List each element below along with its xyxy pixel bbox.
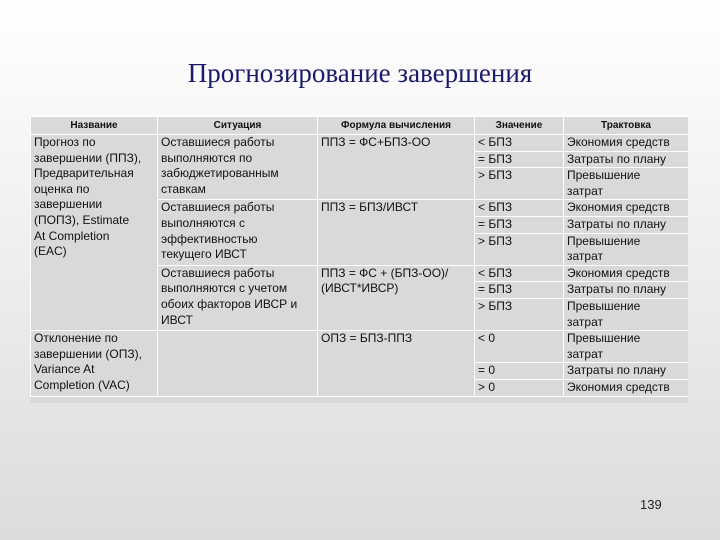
cell-formula: ОПЗ = БПЗ-ППЗ [318, 331, 475, 396]
header-situation: Ситуация [158, 117, 318, 135]
forecast-table [30, 116, 688, 397]
header-interpretation: Трактовка [564, 117, 689, 135]
cell-interpretation: Затраты по плану [564, 282, 689, 299]
cell-situation [158, 331, 318, 396]
cell-interpretation: Экономия средств [564, 200, 689, 217]
cell-interpretation: Превышение затрат [564, 168, 689, 200]
cell-formula: ППЗ = ФС + (БПЗ-ОО)/ (ИВСТ*ИВСР) [318, 265, 475, 330]
header-name: Название [31, 117, 158, 135]
header-value: Значение [475, 117, 564, 135]
table-header-row [31, 117, 689, 135]
slide-title: Прогнозирование завершения [187, 58, 533, 88]
forecast-table-image [30, 116, 688, 403]
page-number: 139 [640, 497, 662, 512]
cell-value: > БПЗ [475, 298, 564, 330]
cell-value: = 0 [475, 363, 564, 380]
cell-situation: Оставшиеся работы выполняются с эффективностью текущего ИВСТ [158, 200, 318, 265]
cell-interpretation: Превышение затрат [564, 233, 689, 265]
cell-interpretation: Экономия средств [564, 135, 689, 152]
cell-value: < 0 [475, 331, 564, 363]
cell-value: < БПЗ [475, 265, 564, 282]
cell-interpretation: Экономия средств [564, 265, 689, 282]
cell-formula: ППЗ = БПЗ/ИВСТ [318, 200, 475, 265]
cell-formula: ППЗ = ФС+БПЗ-ОО [318, 135, 475, 200]
table-row [31, 331, 689, 363]
cell-value: = БПЗ [475, 151, 564, 168]
cell-interpretation: Превышение затрат [564, 331, 689, 363]
cell-value: < БПЗ [475, 135, 564, 152]
cell-interpretation: Затраты по плану [564, 216, 689, 233]
cell-value: > 0 [475, 379, 564, 396]
cell-value: > БПЗ [475, 233, 564, 265]
cell-interpretation: Превышение затрат [564, 298, 689, 330]
cell-name: Отклонение по завершении (ОПЗ), Variance At Completion (VAC) [31, 331, 158, 396]
cell-interpretation: Затраты по плану [564, 363, 689, 380]
header-formula: Формула вычисления [318, 117, 475, 135]
cell-interpretation: Экономия средств [564, 379, 689, 396]
cell-value: < БПЗ [475, 200, 564, 217]
cell-value: = БПЗ [475, 216, 564, 233]
table-row [31, 135, 689, 152]
cell-value: = БПЗ [475, 282, 564, 299]
cell-name: Прогноз по завершении (ППЗ), Предварительная оценка по завершении (ПОПЗ), Estimate At Completion (EAC) [31, 135, 158, 331]
cell-interpretation: Затраты по плану [564, 151, 689, 168]
cell-value: > БПЗ [475, 168, 564, 200]
cell-situation: Оставшиеся работы выполняются по забюджетированным ставкам [158, 135, 318, 200]
cell-situation: Оставшиеся работы выполняются с учетом обоих факторов ИВСР и ИВСТ [158, 265, 318, 330]
